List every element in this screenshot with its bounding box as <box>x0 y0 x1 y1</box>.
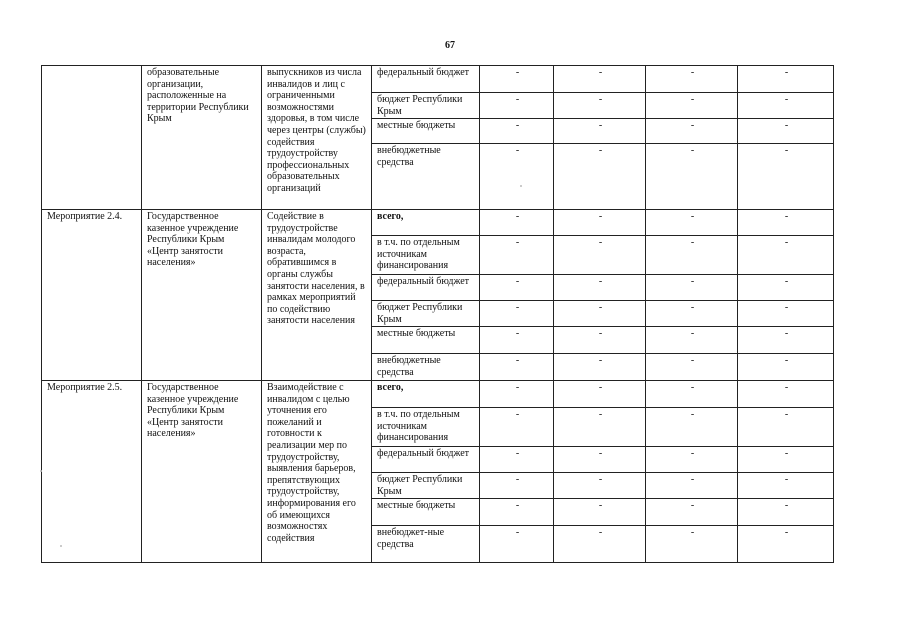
value-cell: - <box>646 408 738 447</box>
value-cell: - <box>738 354 834 381</box>
value-cell: - <box>480 526 554 563</box>
value-cell: - <box>646 236 738 275</box>
source-cell: всего, <box>372 210 480 236</box>
scan-speck <box>60 545 62 547</box>
value-cell: - <box>554 301 646 327</box>
value-cell: - <box>554 447 646 473</box>
value-cell: - <box>480 327 554 354</box>
value-cell: - <box>646 473 738 499</box>
value-cell: - <box>738 144 834 210</box>
value-cell: - <box>554 144 646 210</box>
value-cell: - <box>480 66 554 93</box>
value-cell: - <box>480 236 554 275</box>
value-cell: - <box>646 93 738 119</box>
value-cell: - <box>738 66 834 93</box>
measure-cell: Мероприятие 2.5. <box>42 381 142 563</box>
value-cell: - <box>480 210 554 236</box>
source-cell: местные бюджеты <box>372 499 480 526</box>
scan-speck <box>40 470 42 472</box>
value-cell: - <box>738 327 834 354</box>
source-cell: бюджет Республики Крым <box>372 93 480 119</box>
value-cell: - <box>646 499 738 526</box>
table-row <box>42 210 834 236</box>
value-cell: - <box>646 275 738 301</box>
source-cell: федеральный бюджет <box>372 275 480 301</box>
source-cell: внебюджетные средства <box>372 354 480 381</box>
value-cell: - <box>554 327 646 354</box>
source-cell: всего, <box>372 381 480 408</box>
source-cell: бюджет Республики Крым <box>372 301 480 327</box>
source-cell: в т.ч. по отдельным источникам финансирования <box>372 236 480 275</box>
value-cell: - <box>738 93 834 119</box>
table-row <box>42 66 834 93</box>
source-cell: внебюджет-ные средства <box>372 526 480 563</box>
source-cell: в т.ч. по отдельным источникам финансирования <box>372 408 480 447</box>
value-cell: - <box>480 144 554 210</box>
value-cell: - <box>480 408 554 447</box>
value-cell: - <box>554 119 646 144</box>
value-cell: - <box>646 144 738 210</box>
value-cell: - <box>646 526 738 563</box>
source-cell: местные бюджеты <box>372 119 480 144</box>
value-cell: - <box>554 275 646 301</box>
value-cell: - <box>646 327 738 354</box>
value-cell: - <box>480 93 554 119</box>
value-cell: - <box>646 447 738 473</box>
table-body <box>42 66 834 563</box>
measure-cell <box>42 66 142 210</box>
value-cell: - <box>738 408 834 447</box>
value-cell: - <box>738 275 834 301</box>
value-cell: - <box>554 66 646 93</box>
source-cell: бюджет Республики Крым <box>372 473 480 499</box>
value-cell: - <box>554 499 646 526</box>
value-cell: - <box>738 447 834 473</box>
value-cell: - <box>646 354 738 381</box>
executor-cell: Государственное казенное учреждение Республики Крым «Центр занятости населения» <box>142 381 262 563</box>
content-cell: выпускников из числа инвалидов и лиц с ограниченными возможностями здоровья, в том числе через центры (службы) содействия трудоустройству профессиональных образовательных организаций <box>262 66 372 210</box>
value-cell: - <box>554 210 646 236</box>
value-cell: - <box>738 526 834 563</box>
value-cell: - <box>480 499 554 526</box>
value-cell: - <box>738 236 834 275</box>
source-cell: федеральный бюджет <box>372 66 480 93</box>
value-cell: - <box>738 499 834 526</box>
value-cell: - <box>554 408 646 447</box>
value-cell: - <box>480 119 554 144</box>
value-cell: - <box>646 381 738 408</box>
value-cell: - <box>480 447 554 473</box>
value-cell: - <box>646 210 738 236</box>
value-cell: - <box>646 119 738 144</box>
content-cell: Взаимодействие с инвалидом с целью уточнения его пожеланий и готовности к реализации мер по трудоустройству, выявления барьеров, препятствующих трудоустройству, информирования его об имеющихся возможностях содействия <box>262 381 372 563</box>
table-row <box>42 381 834 408</box>
value-cell: - <box>646 66 738 93</box>
scan-speck <box>520 185 522 187</box>
value-cell: - <box>480 473 554 499</box>
executor-cell: образовательные организации, расположенные на территории Республики Крым <box>142 66 262 210</box>
value-cell: - <box>738 210 834 236</box>
value-cell: - <box>554 381 646 408</box>
value-cell: - <box>480 354 554 381</box>
value-cell: - <box>738 381 834 408</box>
value-cell: - <box>554 473 646 499</box>
executor-cell: Государственное казенное учреждение Республики Крым «Центр занятости населения» <box>142 210 262 381</box>
source-cell: внебюджетные средства <box>372 144 480 210</box>
measure-cell: Мероприятие 2.4. <box>42 210 142 381</box>
content-cell: Содействие в трудоустройстве инвалидам молодого возраста, обратившимся в органы службы занятости населения, в рамках мероприятий по содействию занятости населения <box>262 210 372 381</box>
value-cell: - <box>554 236 646 275</box>
page-number: 67 <box>445 40 455 51</box>
source-cell: федеральный бюджет <box>372 447 480 473</box>
value-cell: - <box>554 526 646 563</box>
value-cell: - <box>480 301 554 327</box>
value-cell: - <box>480 381 554 408</box>
value-cell: - <box>738 119 834 144</box>
value-cell: - <box>554 93 646 119</box>
value-cell: - <box>738 301 834 327</box>
value-cell: - <box>738 473 834 499</box>
value-cell: - <box>646 301 738 327</box>
value-cell: - <box>554 354 646 381</box>
source-cell: местные бюджеты <box>372 327 480 354</box>
value-cell: - <box>480 275 554 301</box>
financing-table <box>41 65 834 563</box>
